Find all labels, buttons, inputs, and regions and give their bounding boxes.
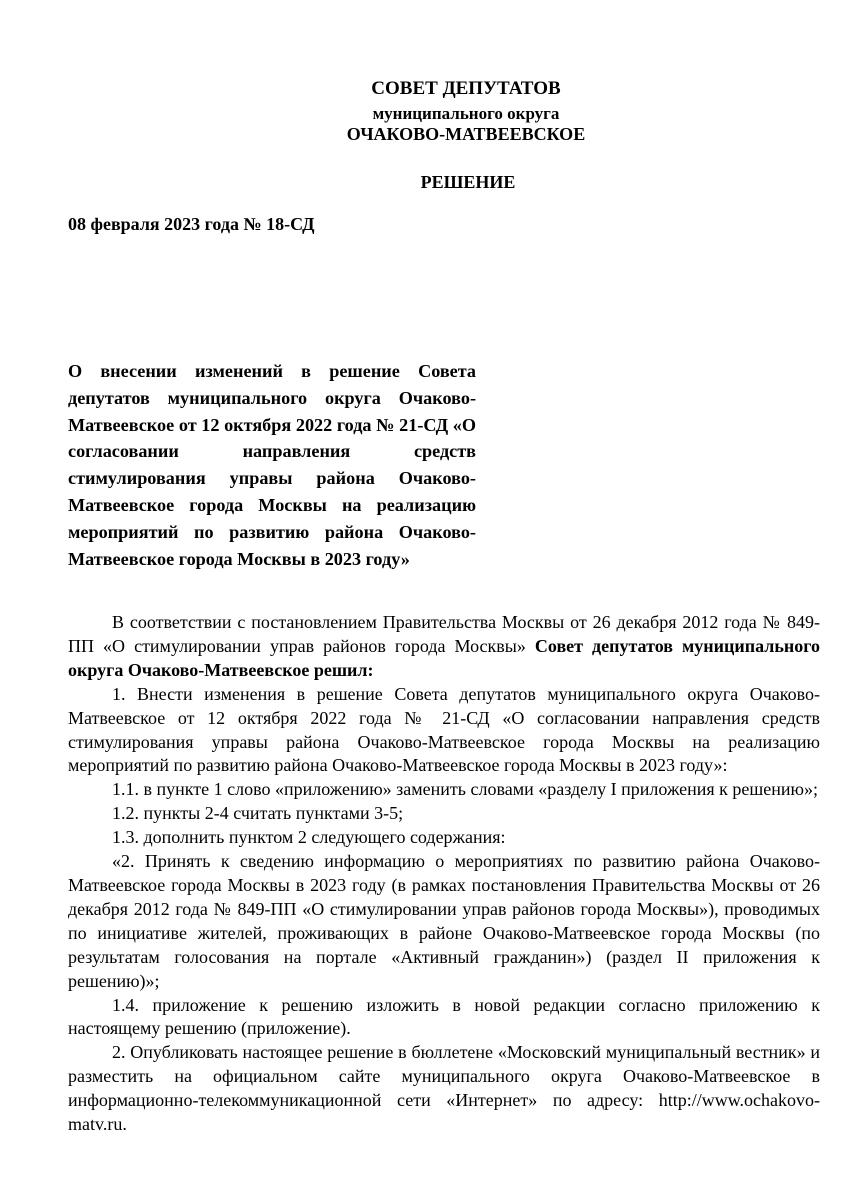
okrug-name: ОЧАКОВО-МАТВЕЕВСКОЕ bbox=[346, 124, 586, 144]
preamble-text: В соответствии с постановлением Правительства Москвы от 26 декабря 2012 года № 849-ПП «О стимулировании управ районов города Москвы» bbox=[68, 612, 820, 656]
okrug-subtitle: муниципального округа bbox=[372, 104, 560, 123]
decision-subject: О внесении изменений в решение Совета депутатов муниципального округа Очаково-Матвеевское от 12 октября 2022 года № 21-СД «О согласовании направления средств стимулирования управы района Очаково-Матвеевское города Москвы на реализацию мероприятий по развитию района Очаково-Матвеевское города Москвы в 2023 году» bbox=[68, 361, 476, 569]
paragraph-2: 2. Опубликовать настоящее решение в бюллетене «Московский муниципальный вестник» и разместить на официальном сайте муниципального округа Очаково-Матвеевское в информационно-телекоммуникационной сети «Интернет» по адресу: http://www.ochakovo-matv.ru. bbox=[68, 1042, 820, 1135]
paragraph-1: 1. Внести изменения в решение Совета депутатов муниципального округа Очаково-Матвеевское от 12 октября 2022 года № 21-СД «О согласовании направления средств стимулирования управы района Очаково-Матвеевское города Москвы на реализацию мероприятий по развитию района Очаково-Матвеевское города Москвы в 2023 году»: bbox=[68, 683, 820, 776]
paragraph-1-3-quote: «2. Принять к сведению информацию о мероприятиях по развитию района Очаково-Матвеевское города Москвы в 2023 году (в рамках постановления Правительства Москвы от 26 декабря 2012 года № 849-ПП «О стимулировании управ районов города Москвы»), проводимых по инициативе жителей, проживающих в районе Очаково-Матвеевское города Москвы (по результатам голосования на портале «Активный гражданин») (раздел II приложения к решению)»; bbox=[68, 851, 820, 991]
preamble-bold-text: Совет депутатов муниципального округа Очаково-Матвеевское решил: bbox=[68, 635, 820, 680]
paragraph-1-4: 1.4. приложение к решению изложить в новой редакции согласно приложению к настоящему решению (приложение). bbox=[68, 994, 820, 1039]
paragraph-1-1: 1.1. в пункте 1 слово «приложению» заменить словами «разделу I приложения к решению»; bbox=[112, 779, 818, 800]
date-number: 08 февраля 2023 года № 18-СД bbox=[68, 214, 315, 234]
council-title: СОВЕТ ДЕПУТАТОВ bbox=[371, 78, 561, 99]
preamble-paragraph bbox=[68, 611, 820, 683]
paragraph-1-2: 1.2. пункты 2-4 считать пунктами 3-5; bbox=[112, 803, 404, 824]
decision-body bbox=[68, 611, 820, 1137]
paragraph-1-3: 1.3. дополнить пунктом 2 следующего содержания: bbox=[112, 827, 506, 848]
decision-title: РЕШЕНИЕ bbox=[420, 172, 516, 192]
